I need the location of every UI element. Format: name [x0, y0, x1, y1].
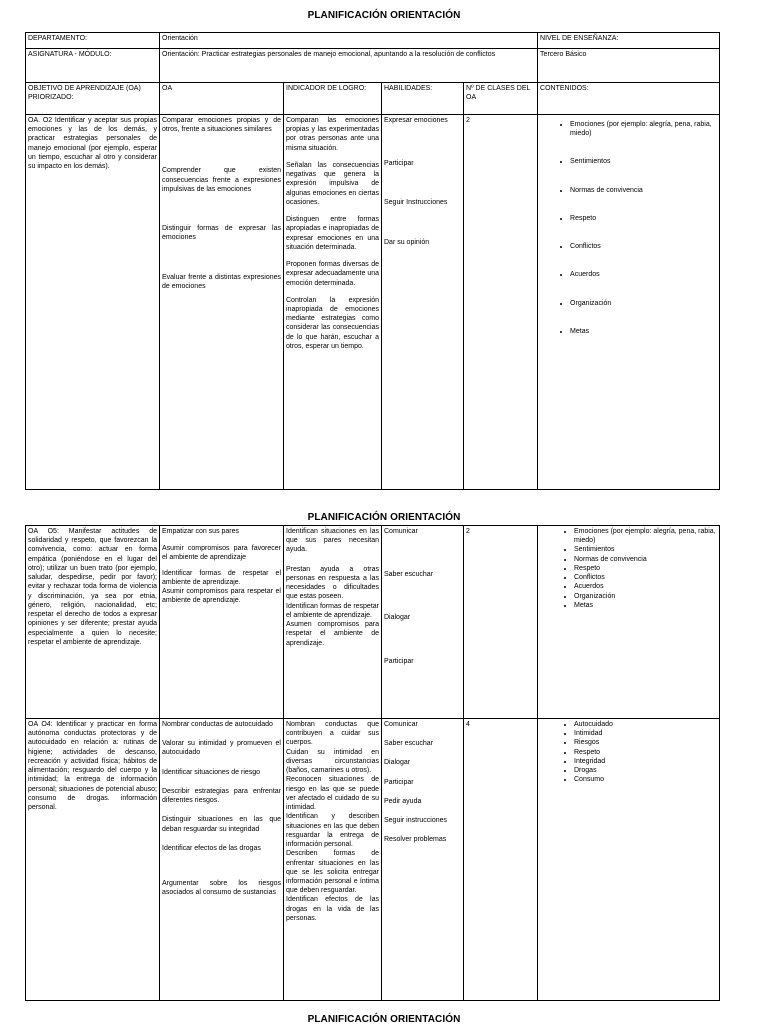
indicador-item: Describen formas de enfrentar situaciones en las que se les solicita entregar información personal e íntima que deben resguardar. [286, 850, 379, 895]
contenido-item: • Sentimientos [574, 545, 717, 554]
planning-table-2 [25, 525, 720, 1001]
col-clases-header: Nº DE CLASES DEL OA [464, 83, 538, 115]
col-oa-header: OA [160, 83, 284, 115]
indicador-item: Asumen compromisos para respetar el ambiente de aprendizaje. [286, 621, 379, 647]
oa-item: Identificar situaciones de riesgo [162, 768, 261, 776]
page-title: PLANIFICACIÓN ORIENTACIÓN [307, 512, 461, 523]
col-indicador-header: INDICADOR DE LOGRO: [284, 83, 382, 115]
habilidad-item: Saber escuchar [384, 740, 434, 748]
oa-item: Evaluar frente a distintas expresiones de emociones [162, 273, 281, 290]
indicador-cell [284, 526, 382, 719]
contenido-item: • Emociones (por ejemplo: alegría, pena, rabia, miedo) [570, 120, 717, 138]
oa-item: Nombrar conductas de autocuidado [162, 721, 273, 728]
planning-table-1 [25, 32, 720, 490]
oa-item: Argumentar sobre los riesgos asociados al consumo de sustancias [162, 880, 281, 897]
oa-cell [160, 719, 284, 1001]
contenido-item: • Intimidad [574, 729, 717, 738]
indicador-item: Nombran conductas que contribuyen a cuidar sus cuerpos. [286, 721, 379, 747]
oa-item: Identificar formas de respetar el ambiente de aprendizaje. [162, 569, 281, 586]
contenido-item: • Acuerdos [574, 582, 717, 591]
contenido-item: • Acuerdos [570, 270, 717, 279]
habilidades-cell [382, 115, 464, 490]
contenido-item: • Integridad [574, 757, 717, 766]
oa-item: Distinguir formas de expresar las emociones [162, 225, 281, 242]
oa-cell [160, 115, 284, 490]
contenido-item: • Drogas [574, 766, 717, 775]
indicador-item: Reconocen situaciones de riesgo en las que se puede ver afectado el cuidado de su intimidad. [286, 776, 379, 812]
clases-cell: 4 [464, 719, 538, 1001]
col-habilidades-header: HABILIDADES: [382, 83, 464, 115]
oa-cell [160, 526, 284, 719]
contenido-item: • Conflictos [570, 242, 717, 251]
contenidos-cell [538, 719, 720, 1001]
table-row [26, 526, 720, 719]
objetivo-cell: OA. O2 Identificar y aceptar sus propias emociones y las de los demás, y practicar estrategias personales de manejo emocional (por ejemplo, esperar un tiempo, escuchar al otro y considerar su impacto en los demás). [26, 115, 160, 490]
habilidad-item: Participar [384, 778, 414, 786]
col-objetivo-header: OBJETIVO DE APRENDIZAJE (OA) PRIORIZADO: [26, 83, 160, 115]
oa-item: Empatizar con sus pares [162, 528, 240, 535]
contenido-item: • Respeto [570, 214, 717, 223]
indicador-item: Controlan la expresión inapropiada de emociones mediante estrategias como considerar las consecuencias de lo que harán, escuchar a otros, esperar un tiempo. [286, 296, 379, 350]
departamento-label: DEPARTAMENTO: [26, 33, 160, 49]
oa-item: Valorar su intimidad y promueven el autocuidado [162, 740, 281, 757]
asignatura-label: ASIGNATURA - MÓDULO: [26, 49, 160, 83]
habilidad-item: Pedir ayuda [384, 797, 422, 805]
indicador-item: Señalan las consecuencias negativas que genera la expresión impulsiva de algunas emociones en ciertas ocasiones. [286, 161, 379, 206]
contenido-item: • Respeto [574, 564, 717, 573]
oa-item: Asumir compromisos para favorecer el ambiente de aprendizaje [162, 545, 281, 562]
contenido-item: • Conflictos [574, 573, 717, 582]
habilidad-item: Expresar emociones [384, 117, 448, 124]
contenidos-cell [538, 526, 720, 719]
habilidad-item: Participar [384, 657, 414, 665]
oa-item: Comparar emociones propias y de otros, frente a situaciones similares [162, 117, 281, 134]
objetivo-cell: OA O4: Identificar y practicar en forma autónoma conductas protectoras y de autocuidado en relación a: rutinas de higiene; actividades de descanso, recreación y actividad física; hábitos de alimentación; resguardo del cuerpo y la intimidad; la entrega de información personal; situaciones de potencial abuso; consumo de drogas. información personal. [26, 719, 160, 1001]
oa-item: Describir estrategias para enfrentar diferentes riesgos. [162, 787, 281, 805]
habilidades-cell [382, 719, 464, 1001]
clases-cell: 2 [464, 526, 538, 719]
nivel-value: Tercero Básico [538, 49, 720, 83]
indicador-item: Prestan ayuda a otras personas en respuesta a las necesidades o dificultades que estas poseen. [286, 565, 379, 601]
contenido-item: • Organización [570, 299, 717, 308]
contenido-item: • Respeto [574, 748, 717, 757]
contenido-item: • Autocuidado [574, 720, 717, 729]
habilidad-item: Participar [384, 160, 414, 168]
oa-item: Distinguir situaciones en las que deban resguardar su integridad [162, 816, 281, 833]
oa-item: Comprender que existen consecuencias frente a expresiones impulsivas de las emociones [162, 167, 281, 193]
contenido-item: • Metas [574, 601, 717, 610]
contenidos-cell [538, 115, 720, 490]
contenido-item: • Metas [570, 327, 717, 336]
habilidad-item: Dialogar [384, 614, 411, 622]
contenido-item: • Normas de convivencia [570, 186, 717, 195]
indicador-item: Comparan las emociones propias y las experimentadas por otras personas ante una misma situación. [286, 117, 379, 152]
contenido-item: • Sentimientos [570, 157, 717, 166]
table-row [26, 115, 720, 490]
contenido-item: • Riesgos [574, 738, 717, 747]
indicador-item: Cuidan su intimidad en diversas circunstancias (baños, camarines u otros). [286, 748, 379, 775]
table-row [26, 719, 720, 1001]
departamento-value: Orientación [160, 33, 538, 49]
habilidad-item: Resolver problemas [384, 836, 447, 844]
indicador-cell [284, 719, 382, 1001]
habilidad-item: Seguir instrucciones [384, 817, 448, 825]
page-title: PLANIFICACIÓN ORIENTACIÓN [307, 10, 461, 21]
oa-item: Asumir compromisos para respetar el ambiente de aprendizaje. [162, 588, 281, 605]
col-contenidos-header: CONTENIDOS: [538, 83, 720, 115]
habilidad-item: Dar su opinión [384, 238, 430, 246]
indicador-item: Identifican situaciones en las que sus pares necesitan ayuda. [286, 528, 379, 554]
indicador-item: Distinguen entre formas apropiadas e inapropiadas de expresar emociones en una situación determinada. [286, 216, 379, 251]
indicador-item: Identifican formas de respetar el ambiente de aprendizaje. [286, 602, 379, 619]
clases-cell: 2 [464, 115, 538, 490]
habilidad-item: Dialogar [384, 759, 411, 767]
indicador-item: Identifican efectos de las drogas en la vida de las personas. [286, 896, 379, 922]
contenido-item: • Consumo [574, 775, 717, 784]
nivel-label: NIVEL DE ENSEÑANZA: [538, 33, 720, 49]
indicador-cell [284, 115, 382, 490]
habilidad-item: Comunicar [384, 528, 418, 535]
habilidad-item: Comunicar [384, 721, 418, 728]
habilidades-cell [382, 526, 464, 719]
contenido-item: • Emociones (por ejemplo: alegría, pena, rabia, miedo) [574, 527, 717, 545]
contenido-item: • Normas de convivencia [574, 555, 717, 564]
oa-item: Identificar efectos de las drogas [162, 844, 261, 852]
asignatura-value: Orientación: Practicar estrategias personales de manejo emocional, apuntando a la resolución de conflictos [160, 49, 538, 83]
indicador-item: Identifican y describen situaciones en las que deben resguardar la entrega de información personal. [286, 813, 379, 849]
habilidad-item: Seguir Instrucciones [384, 199, 448, 207]
habilidad-item: Saber escuchar [384, 571, 434, 579]
page-title: PLANIFICACIÓN ORIENTACIÓN [307, 1014, 461, 1025]
contenido-item: • Organización [574, 592, 717, 601]
objetivo-cell: OA O5: Manifestar actitudes de solidaridad y respeto, que favorezcan la convivencia, como: actuar en forma empática (poniéndose en el lugar del otro); utilizar un buen trato (por ejemplo, saludar, despedirse, pedir por favor); evitar y rechazar toda forma de violencia y discriminación, ya sea por etnia, género, religión, nacionalidad, etc; respetar el derecho de todos a expresar opiniones y ser diferente; prestar ayuda especialmente a quien lo necesite; respetar el ambiente de aprendizaje. [26, 526, 160, 719]
indicador-item: Proponen formas diversas de expresar adecuadamente una emoción determinada. [286, 261, 380, 287]
